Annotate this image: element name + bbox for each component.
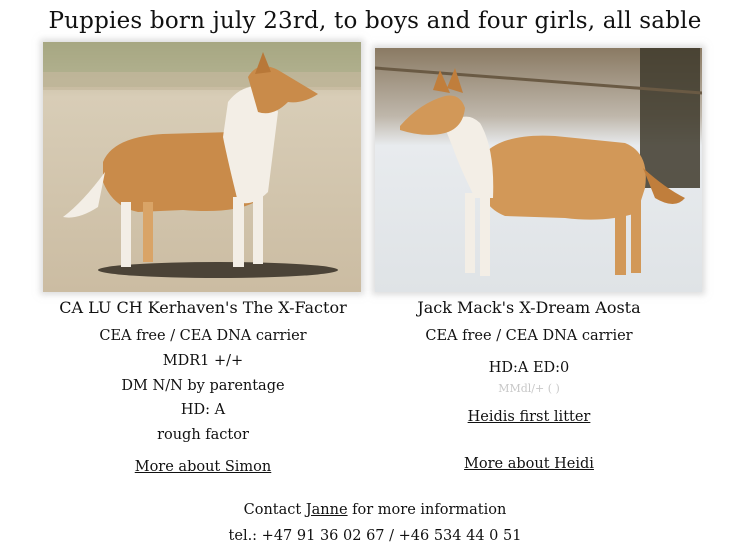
dam-hd-ed: HD:A ED:0	[488, 360, 570, 376]
dam-health: CEA free / CEA DNA carrier	[425, 328, 633, 344]
more-about-heidi-link[interactable]: More about Heidi	[464, 456, 594, 472]
sire-health: CEA free / CEA DNA carrier	[99, 328, 307, 344]
sire-mdr1: MDR1 +/+	[162, 353, 244, 369]
dam-name: Jack Mack's X-Dream Aosta	[417, 298, 641, 317]
sire-name: CA LU CH Kerhaven's The X-Factor	[59, 298, 347, 317]
more-about-simon-link[interactable]: More about Simon	[134, 459, 272, 475]
contact-suffix: for more information	[352, 502, 507, 518]
contact-line	[0, 502, 750, 518]
page-title: Puppies born july 23rd, to boys and four girls, all sable	[48, 8, 702, 34]
dam-photo	[375, 48, 702, 292]
dam-info	[372, 296, 686, 486]
sire-dm: DM N/N by parentage	[121, 378, 285, 394]
dam-faded-text: MMdl/+ ( )	[498, 382, 560, 395]
heidis-first-litter-link[interactable]: Heidis first litter	[467, 409, 591, 425]
contact-janne-link[interactable]: Janne	[305, 502, 348, 518]
contact-phone: tel.: +47 91 36 02 67 / +46 534 44 0 51	[228, 528, 522, 544]
contact-prefix: Contact	[243, 502, 302, 518]
sire-note: rough factor	[157, 427, 249, 443]
dam-dog-image	[375, 48, 702, 292]
sire-info	[40, 296, 366, 486]
sire-dog-image	[43, 42, 361, 292]
sire-photo	[43, 42, 361, 292]
sire-hd: HD: A	[180, 402, 226, 418]
